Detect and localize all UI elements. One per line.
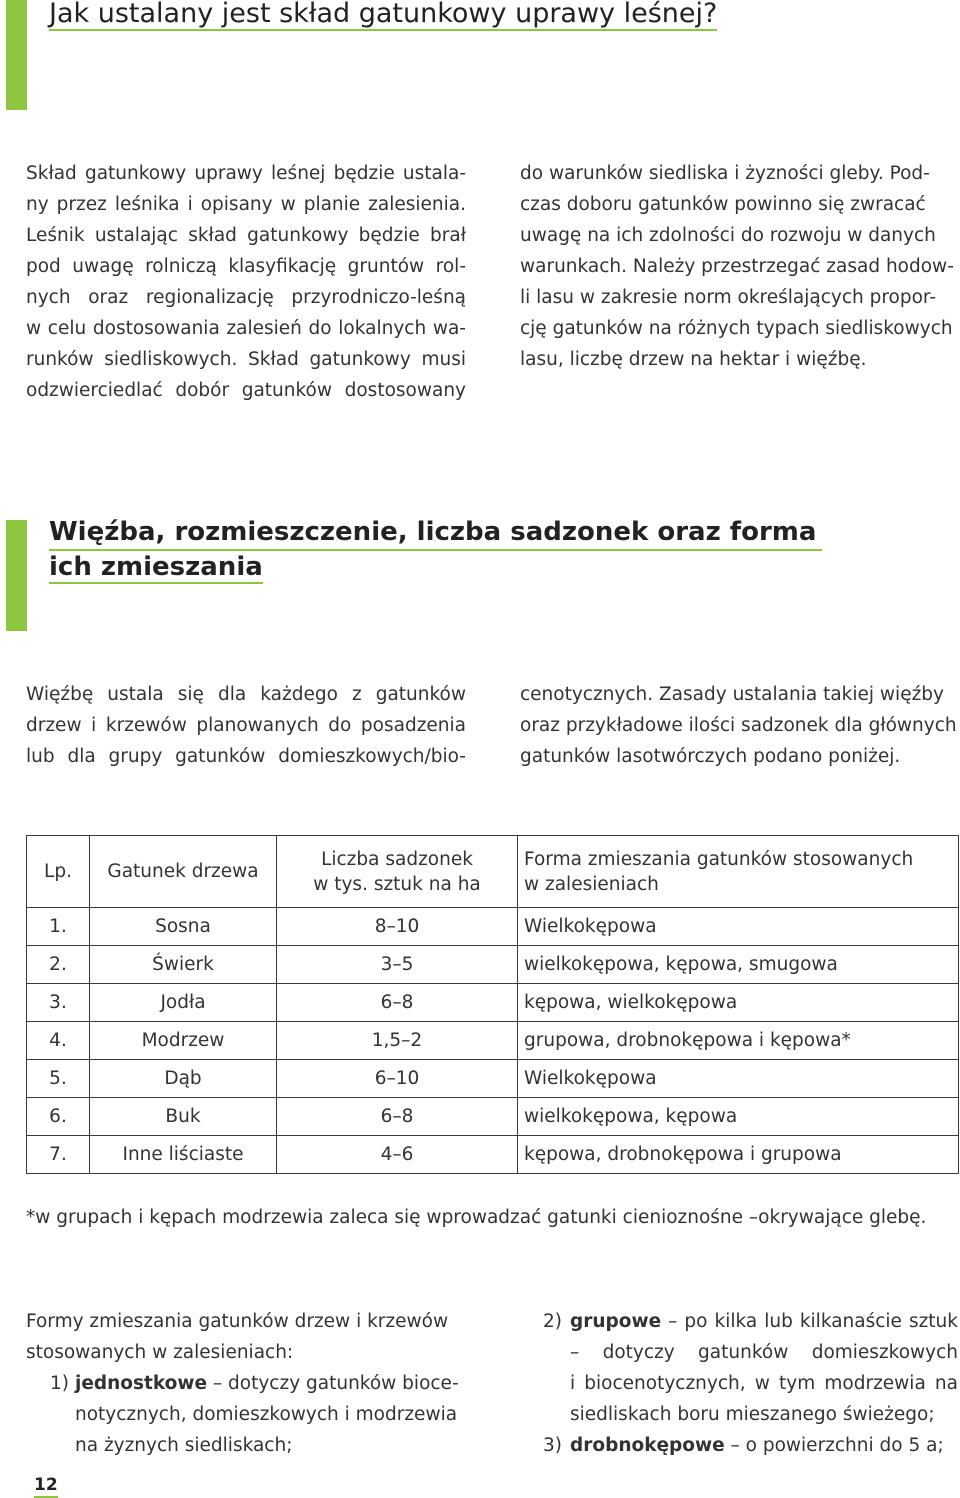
section-marker-bar xyxy=(6,520,27,631)
list-item xyxy=(50,1368,466,1461)
text-line: Więźbę ustala się dla każdego z gatunków xyxy=(26,684,466,705)
list-item xyxy=(543,1430,960,1461)
cell-lp: 7. xyxy=(27,1136,90,1174)
list-term: drobnokępowe xyxy=(570,1435,725,1456)
text-line: lasu, liczbę drzew na hektar i więźbę. xyxy=(520,349,867,370)
text-line: notycznych, domieszkowych i modrzewia xyxy=(75,1404,458,1425)
text-line: – dotyczy gatunków bioce- xyxy=(207,1373,459,1394)
header-form-line: Forma zmieszania gatunków stosowanych xyxy=(524,848,914,870)
list-number: 3) xyxy=(543,1435,562,1456)
text-line: stosowanych w zalesieniach: xyxy=(26,1342,294,1363)
cell-species: Świerk xyxy=(90,946,277,984)
list-number: 1) xyxy=(50,1373,69,1394)
cell-count: 6–8 xyxy=(277,984,518,1022)
section-heading-text: Jak ustalany jest skład gatunkowy uprawy leśnej? xyxy=(49,0,718,29)
section-heading-text: ich zmieszania xyxy=(49,552,263,582)
cell-form: kępowa, drobnokępowa i grupowa xyxy=(518,1136,959,1174)
cell-lp: 5. xyxy=(27,1060,90,1098)
cell-species: Modrzew xyxy=(90,1022,277,1060)
text-line: – dotyczy gatunków domieszkowych xyxy=(570,1342,958,1363)
cell-form: wielkokępowa, kępowa, smugowa xyxy=(518,946,959,984)
text-line: Leśnik ustalając skład gatunkowy będzie brał xyxy=(26,225,466,246)
text-line: ny przez leśnika i opisany w planie zalesienia. xyxy=(26,194,466,215)
cell-count: 4–6 xyxy=(277,1136,518,1174)
cell-species: Buk xyxy=(90,1098,277,1136)
text-line: uwagę na ich zdolności do rozwoju w danych xyxy=(520,225,936,246)
header-count-line: w tys. sztuk na ha xyxy=(313,873,481,895)
section-heading-text: Więźba, rozmieszczenie, liczba sadzonek oraz forma xyxy=(49,516,822,551)
list-term: jednostkowe xyxy=(75,1373,208,1394)
table-row xyxy=(27,1022,959,1060)
forms-intro xyxy=(26,1306,466,1368)
cell-species: Jodła xyxy=(90,984,277,1022)
cell-form: wielkokępowa, kępowa xyxy=(518,1098,959,1136)
table-row xyxy=(27,984,959,1022)
text-line: runków siedliskowych. Skład gatunkowy musi xyxy=(26,349,466,370)
text-line: siedliskach boru mieszanego świeżego; xyxy=(570,1404,935,1425)
cell-count: 3–5 xyxy=(277,946,518,984)
table-header-row xyxy=(27,836,959,908)
section-heading-species xyxy=(49,0,717,30)
list-item xyxy=(543,1306,960,1430)
text-line: gatunków lasotwórczych podano poniżej. xyxy=(520,746,901,767)
cell-lp: 6. xyxy=(27,1098,90,1136)
table-footnote: *w grupach i kępach modrzewia zaleca się wprowadzać gatunki cienioznośne –okrywające glebę. xyxy=(26,1207,927,1228)
paragraph-right-column xyxy=(520,679,960,772)
cell-lp: 3. xyxy=(27,984,90,1022)
table-row xyxy=(27,1098,959,1136)
text-line: na żyznych siedliskach; xyxy=(75,1435,293,1456)
text-line: Formy zmieszania gatunków drzew i krzewów xyxy=(26,1311,449,1332)
header-species: Gatunek drzewa xyxy=(90,836,277,908)
paragraph-left-column xyxy=(26,679,466,772)
cell-species: Sosna xyxy=(90,908,277,946)
section-heading-spacing xyxy=(49,516,822,584)
header-form xyxy=(518,836,959,908)
cell-count: 6–8 xyxy=(277,1098,518,1136)
table-row xyxy=(27,1060,959,1098)
cell-count: 6–10 xyxy=(277,1060,518,1098)
text-line: i biocenotycznych, w tym modrzewia na xyxy=(570,1373,958,1394)
table-row xyxy=(27,1136,959,1174)
section-marker-bar xyxy=(6,0,27,110)
list-term: grupowe xyxy=(570,1311,662,1332)
cell-form: grupowa, drobnokępowa i kępowa* xyxy=(518,1022,959,1060)
table-row xyxy=(27,908,959,946)
text-line: lub dla grupy gatunków domieszkowych/bio- xyxy=(26,746,466,767)
cell-lp: 2. xyxy=(27,946,90,984)
header-count-line: Liczba sadzonek xyxy=(321,848,473,870)
cell-count: 8–10 xyxy=(277,908,518,946)
text-line: czas doboru gatunków powinno się zwracać xyxy=(520,194,926,215)
text-line: cję gatunków na różnych typach siedliskowych xyxy=(520,318,953,339)
text-line: cenotycznych. Zasady ustalania takiej więźby xyxy=(520,684,944,705)
list-body xyxy=(75,1368,466,1461)
cell-species: Dąb xyxy=(90,1060,277,1098)
cell-species: Inne liściaste xyxy=(90,1136,277,1174)
cell-lp: 1. xyxy=(27,908,90,946)
cell-form: Wielkokępowa xyxy=(518,1060,959,1098)
table-row xyxy=(27,946,959,984)
text-line: Skład gatunkowy uprawy leśnej będzie ustala- xyxy=(26,163,466,184)
header-count xyxy=(277,836,518,908)
page-number: 12 xyxy=(34,1474,58,1498)
text-line: pod uwagę rolniczą klasyfikację gruntów rol- xyxy=(26,256,466,277)
header-form-line: w zalesieniach xyxy=(524,873,659,895)
cell-form: Wielkokępowa xyxy=(518,908,959,946)
header-lp: Lp. xyxy=(27,836,90,908)
species-table xyxy=(26,835,959,1174)
text-line: li lasu w zakresie norm określających propor- xyxy=(520,287,937,308)
text-line: – o powierzchni do 5 a; xyxy=(724,1435,944,1456)
cell-count: 1,5–2 xyxy=(277,1022,518,1060)
text-line: warunkach. Należy przestrzegać zasad hodow- xyxy=(520,256,954,277)
cell-lp: 4. xyxy=(27,1022,90,1060)
text-line: – po kilka lub kilkanaście sztuk xyxy=(661,1311,958,1332)
list-body xyxy=(570,1430,958,1461)
list-number: 2) xyxy=(543,1311,562,1332)
text-line: odzwierciedlać dobór gatunków dostosowany xyxy=(26,380,466,401)
text-line: nych oraz regionalizację przyrodniczo-leśną xyxy=(26,287,466,308)
cell-form: kępowa, wielkokępowa xyxy=(518,984,959,1022)
text-line: drzew i krzewów planowanych do posadzenia xyxy=(26,715,466,736)
paragraph-right-column xyxy=(520,158,960,375)
text-line: w celu dostosowania zalesień do lokalnych wa- xyxy=(26,318,466,339)
list-body xyxy=(570,1306,958,1430)
text-line: oraz przykładowe ilości sadzonek dla głównych xyxy=(520,715,957,736)
text-line: do warunków siedliska i żyzności gleby. Pod- xyxy=(520,163,930,184)
paragraph-left-column xyxy=(26,158,466,406)
